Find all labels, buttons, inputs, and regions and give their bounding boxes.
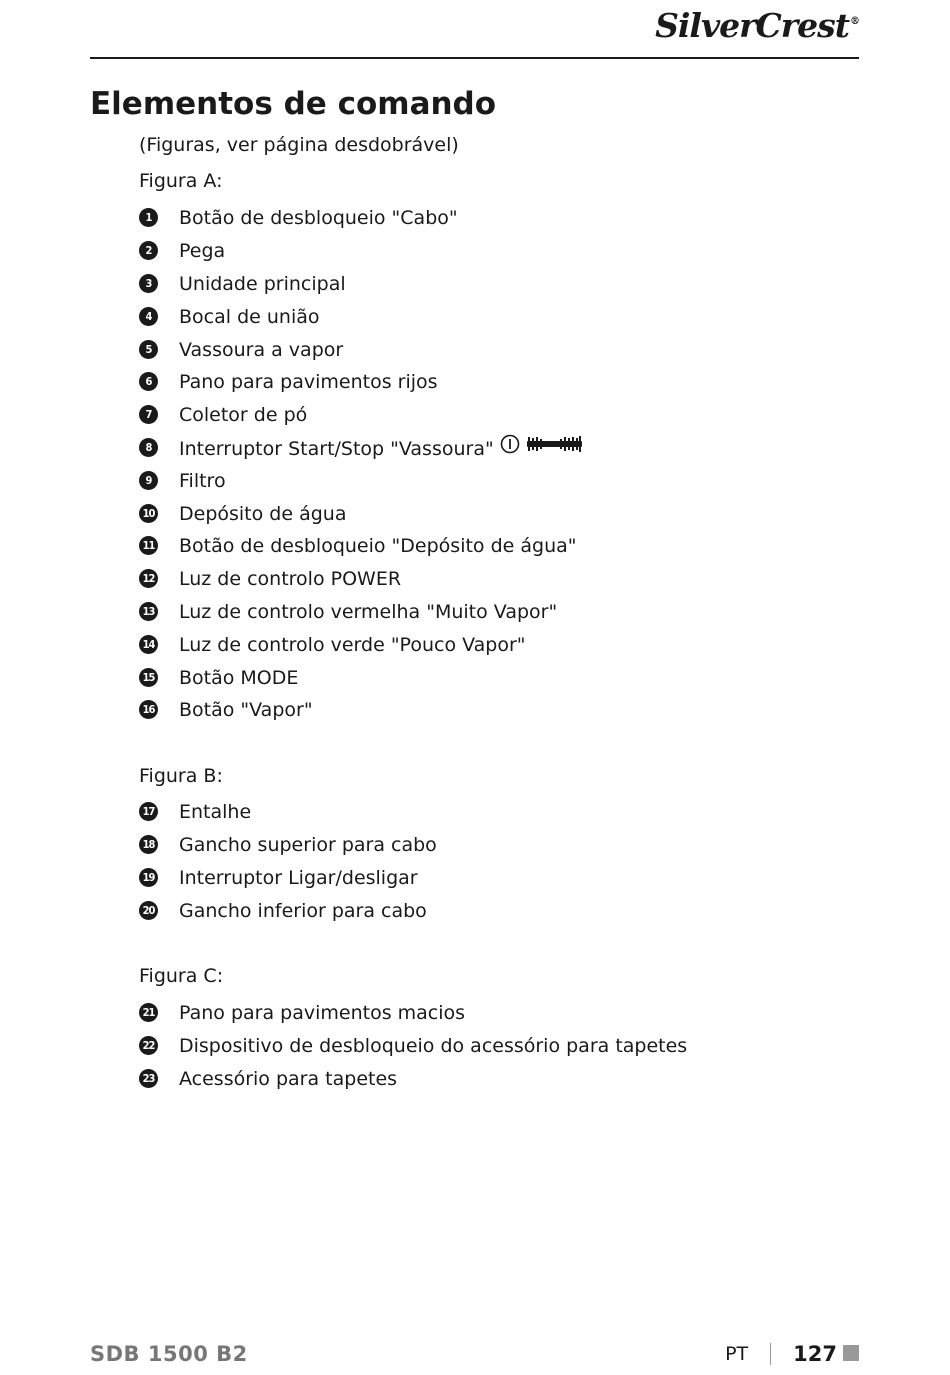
item-number: 4 [139,307,158,326]
item-number: 15 [139,668,158,687]
item-label: Interruptor Start/Stop "Vassoura" [179,438,494,460]
item-number: 17 [139,802,158,821]
item-label: Entalhe [179,801,252,823]
item-label: Pano para pavimentos macios [179,1002,466,1024]
item-number: 12 [139,569,158,588]
registered-mark: ® [850,16,859,27]
item-label: Gancho superior para cabo [179,834,437,856]
page-title: Elementos de comando [90,86,497,122]
item-number: 22 [139,1036,158,1055]
item-label: Acessório para tapetes [179,1068,398,1090]
steam-brush-icon [527,436,582,452]
item-label: Pega [179,240,226,262]
figure-c-heading: Figura C: [139,965,224,987]
item-label: Botão MODE [179,667,299,689]
item-number: 14 [139,635,158,654]
intro-text: (Figuras, ver página desdobrável) [139,134,459,156]
item-number: 6 [139,372,158,391]
header-rule [90,57,859,59]
item-label: Coletor de pó [179,404,308,426]
item-number: 9 [139,471,158,490]
item-number: 2 [139,241,158,260]
item-label: Botão de desbloqueio "Depósito de água" [179,535,577,557]
item-number: 5 [139,340,158,359]
footer-model: SDB 1500 B2 [90,1342,248,1366]
item-number: 19 [139,868,158,887]
footer-divider [770,1343,771,1365]
item-number: 1 [139,208,158,227]
switch-symbols [500,433,584,462]
item-label: Botão de desbloqueio "Cabo" [179,207,458,229]
footer-square-icon [843,1345,859,1361]
brand-logo [655,6,859,45]
item-number: 23 [139,1069,158,1088]
footer-language: PT [725,1343,749,1365]
item-label: Bocal de união [179,306,320,328]
item-label: Luz de controlo vermelha "Muito Vapor" [179,601,558,623]
item-label: Filtro [179,470,226,492]
item-label: Vassoura a vapor [179,339,344,361]
item-number: 16 [139,700,158,719]
item-label: Pano para pavimentos rijos [179,371,438,393]
brand-name: SilverCrest [655,6,849,45]
item-label: Luz de controlo POWER [179,568,402,590]
footer-page-info [725,1342,859,1370]
item-label: Luz de controlo verde "Pouco Vapor" [179,634,526,656]
item-number: 10 [139,504,158,523]
item-number: 21 [139,1003,158,1022]
page-number: 127 [793,1342,837,1366]
item-number: 8 [139,438,158,457]
power-icon [501,436,518,453]
item-label-with-icons [179,435,584,464]
figure-a-heading: Figura A: [139,170,223,192]
item-label: Gancho inferior para cabo [179,900,427,922]
item-number: 3 [139,274,158,293]
item-number: 20 [139,901,158,920]
item-label: Unidade principal [179,273,346,295]
item-label: Interruptor Ligar/desligar [179,867,418,889]
item-label: Depósito de água [179,503,347,525]
item-label: Botão "Vapor" [179,699,313,721]
item-number: 11 [139,536,158,555]
item-number: 18 [139,835,158,854]
item-label: Dispositivo de desbloqueio do acessório para tapetes [179,1035,688,1057]
figure-b-heading: Figura B: [139,765,223,787]
item-number: 7 [139,405,158,424]
item-number: 13 [139,602,158,621]
